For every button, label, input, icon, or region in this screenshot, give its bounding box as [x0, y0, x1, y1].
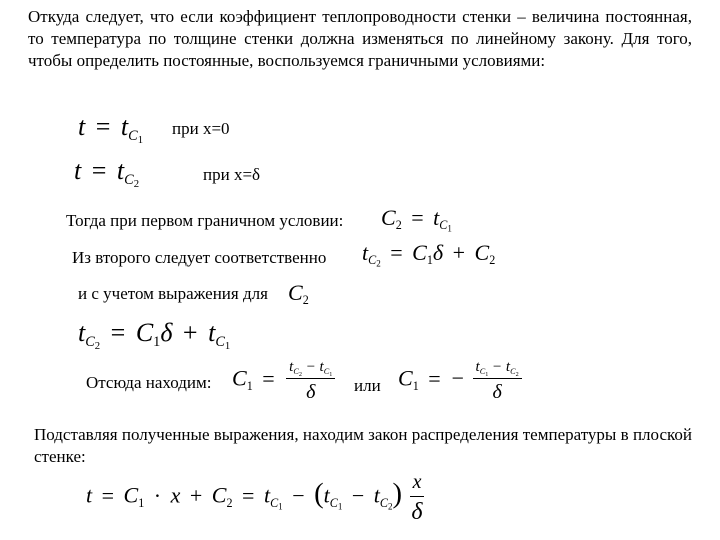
bc2-equation: $t = t_{C_2}$: [74, 156, 140, 191]
tc2-equation-1: $t_{C_2} = C_1\delta + C_2$: [362, 240, 496, 269]
second-condition-text: Из второго следует соответственно: [72, 248, 327, 267]
tc2-equation-2: $t_{C_2} = C_1\delta + t_{C_1}$: [78, 318, 231, 353]
c2-equation: $C_2 = t_{C_1}$: [381, 205, 452, 234]
c1-formula-1: $C_1$ = $\frac{t_{C_2} - t_{C_1}}{\delta}$: [232, 358, 337, 403]
bc1-equation: $t = t_{C_1}$: [78, 112, 144, 147]
intro-paragraph: Откуда следует, что если коэффициент теплопроводности стенки – величина постоянная, то температура по толщине стенки должна изменяться по линейному закону. Для того, чтобы определить постоянные, воспользуемся граничными условиями:: [28, 7, 692, 70]
hence-text: Отсюда находим:: [86, 373, 212, 392]
temperature-law-equation: $t = C_1 \cdot x + C_2 = t_{C_1} - (t_{C_1} - t_{C_2})$ $\frac{x}{\delta}$: [86, 471, 423, 525]
c1-formula-2: $C_1$ = − $\frac{t_{C_1} - t_{C_2}}{\delta}$: [398, 358, 524, 403]
bc2-label: при x=δ: [203, 165, 261, 184]
bc1-label: при x=0: [172, 119, 230, 138]
conclusion-paragraph: Подставляя полученные выражения, находим закон распределения температуры в плоской стенке:: [34, 425, 692, 466]
first-condition-text: Тогда при первом граничном условии:: [66, 211, 344, 230]
or-text: или: [354, 376, 381, 395]
c2-symbol: $C_2$: [288, 280, 309, 308]
considering-text: и с учетом выражения для: [78, 284, 268, 303]
